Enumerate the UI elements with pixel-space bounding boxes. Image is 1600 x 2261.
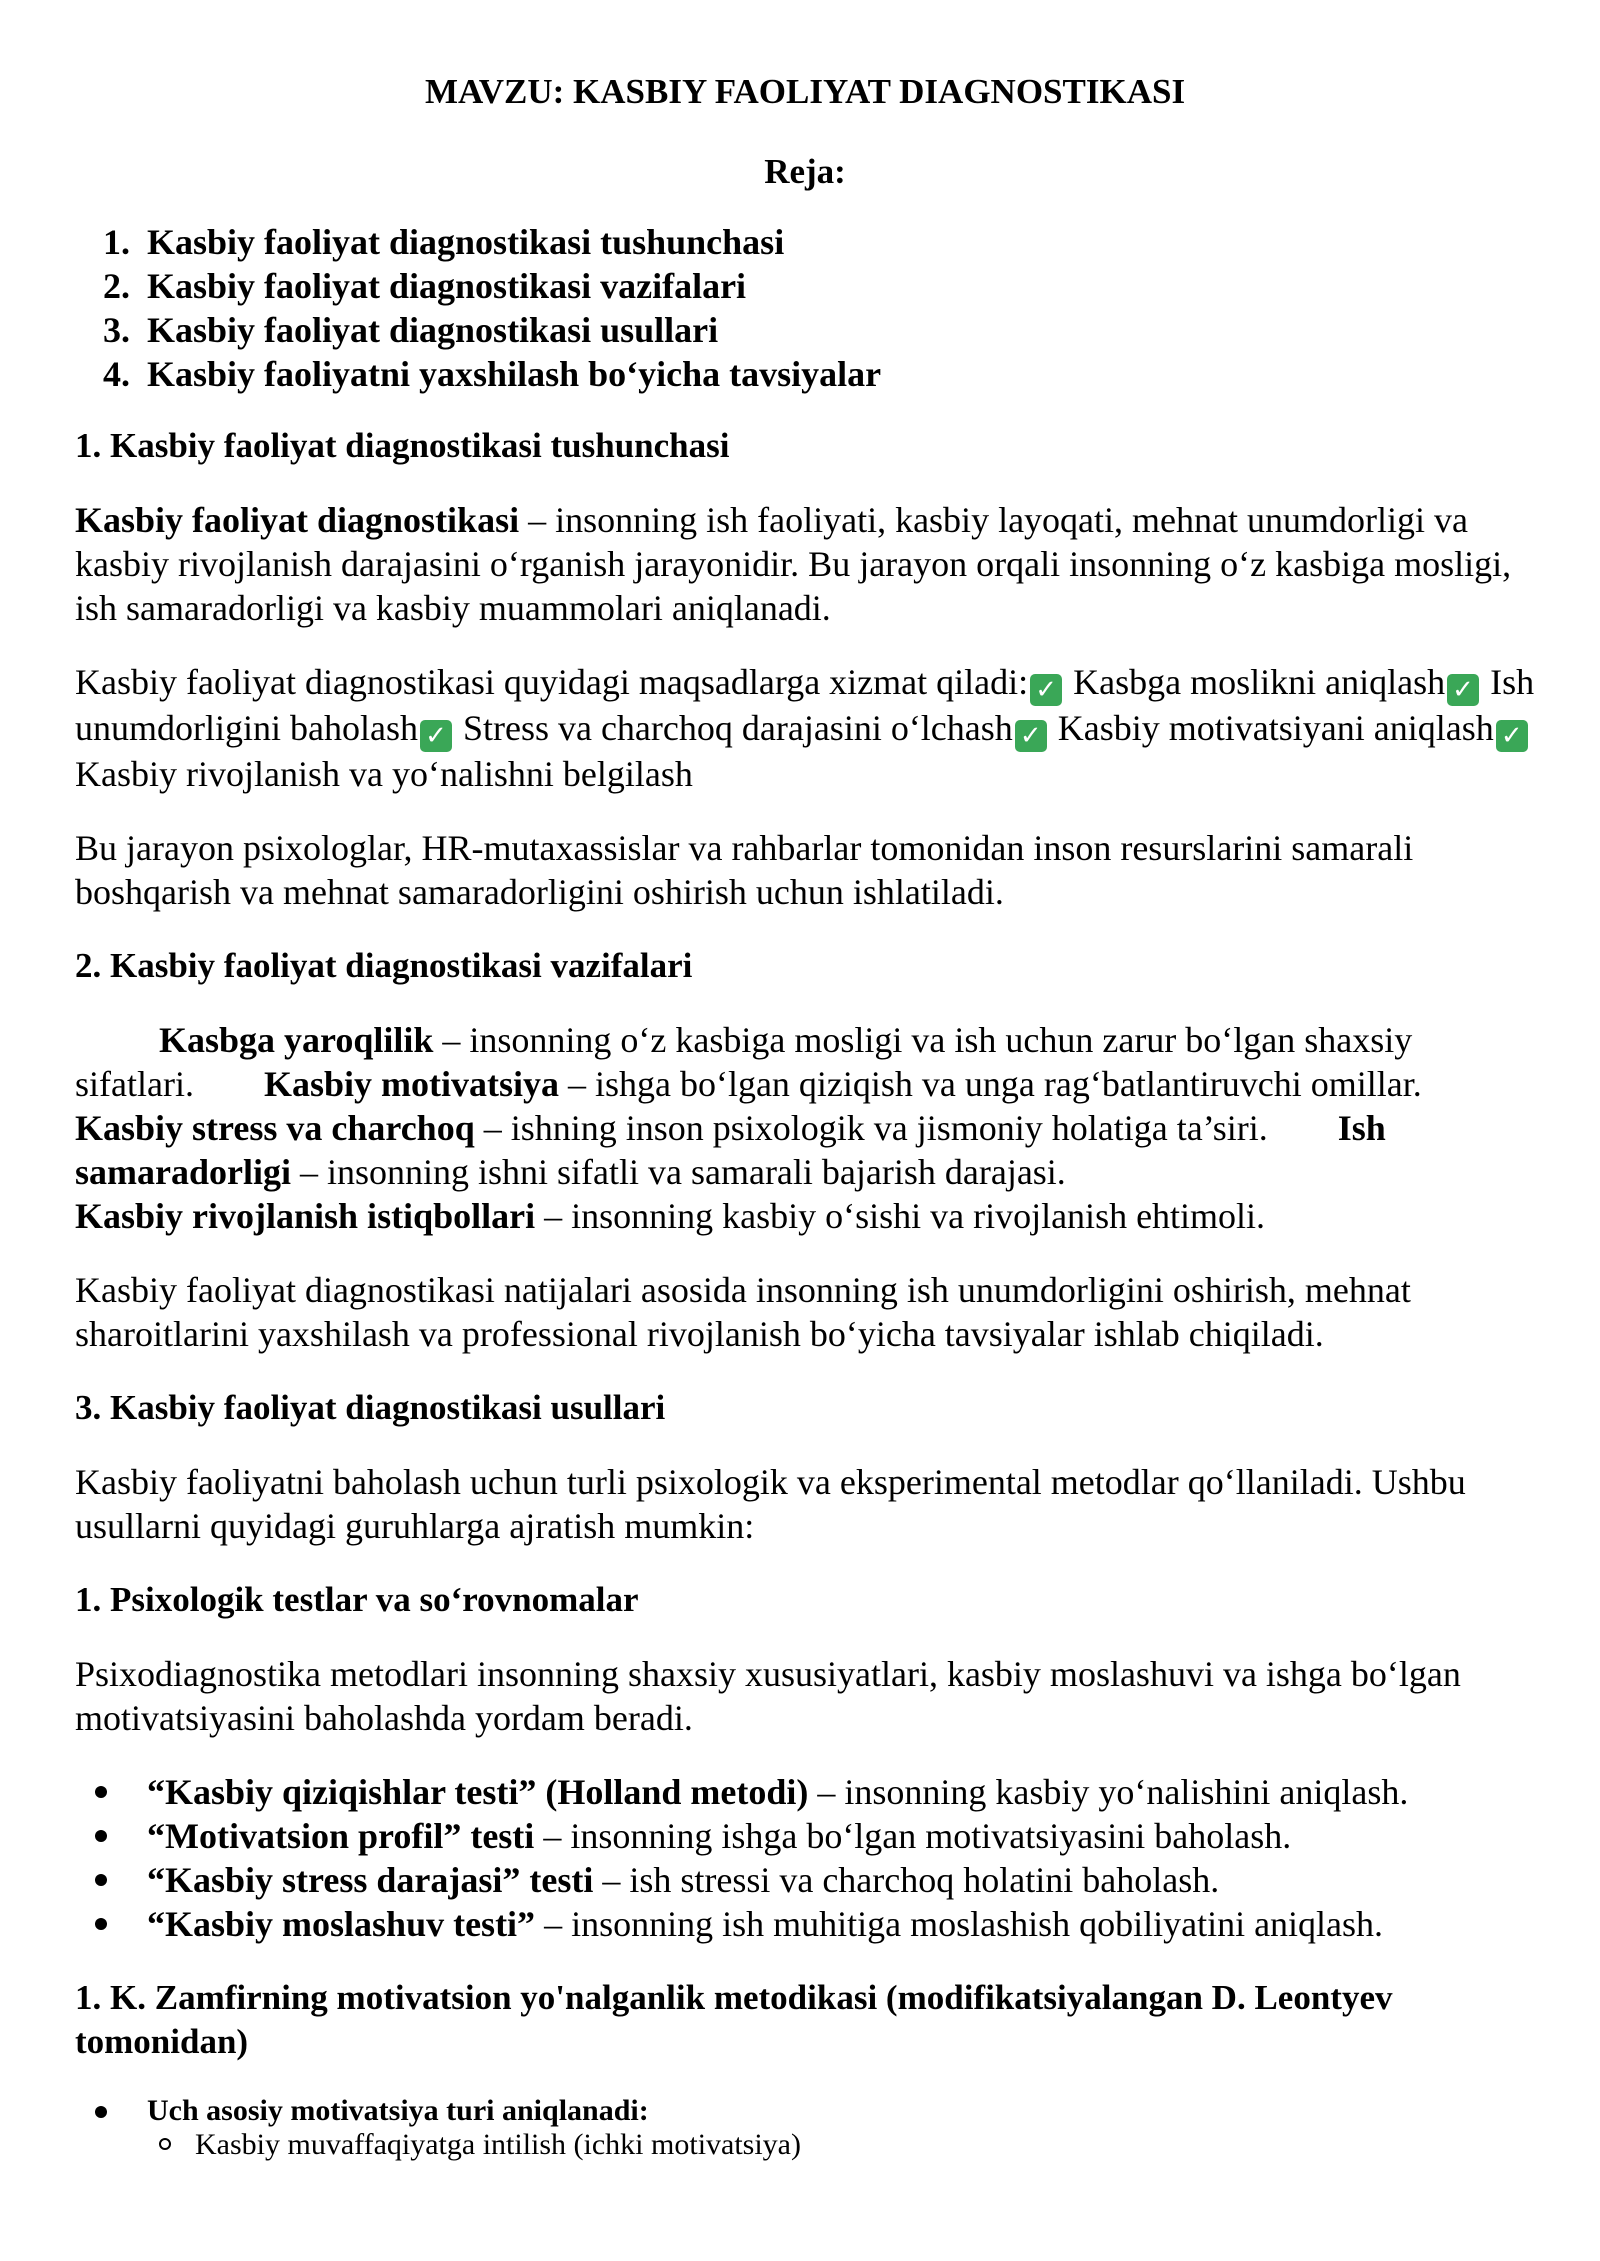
goal-item: Kasbga moslikni aniqlash: [1064, 662, 1446, 702]
goals-intro: Kasbiy faoliyat diagnostikasi quyidagi maqsadlarga xizmat qiladi:: [75, 662, 1029, 702]
method-list: [75, 2094, 1535, 2162]
goal-item: Stress va charchoq darajasini o‘lchash: [453, 708, 1013, 748]
method-sublist: [147, 2128, 1535, 2162]
task-term: Kasbiy stress va charchoq: [75, 1108, 475, 1148]
test-item: [139, 1858, 1535, 1902]
section-heading: 2. Kasbiy faoliyat diagnostikasi vazifalari: [75, 946, 693, 985]
section-closing: Kasbiy faoliyat diagnostikasi natijalari asosida insonning ish unumdorligini oshirish, mehnat sharoitlarini yaxshilash va professional rivojlanish bo‘yicha tavsiyalar ishlab chiqiladi.: [75, 1270, 1411, 1354]
test-item: [139, 1770, 1535, 1814]
task-text: – ishning inson psixologik va jismoniy holatiga ta’siri.: [474, 1108, 1268, 1148]
definition-paragraph: [75, 498, 1535, 630]
test-item: [139, 1814, 1535, 1858]
goals-paragraph: [75, 660, 1535, 796]
task-term: Kasbga yaroqlilik: [159, 1020, 434, 1060]
goal-item: Ish unumdorligini baholash: [75, 662, 1535, 748]
task-text: – insonning o‘z kasbiga mosligi va ish uchun zarur bo‘lgan shaxsiy sifatlari.: [75, 1020, 1413, 1104]
method-bullet: [139, 2094, 1535, 2162]
subsection-text: Psixodiagnostika metodlari insonning shaxsiy xususiyatlari, kasbiy moslashuvi va ishga bo‘lgan motivatsiyasini baholashda yordam beradi.: [75, 1654, 1461, 1738]
plan-item: 2. Kasbiy faoliyat diagnostikasi vazifalari: [139, 264, 1535, 308]
check-icon: ✓: [1496, 720, 1528, 752]
test-name: “Kasbiy stress darajasi” testi: [147, 1860, 594, 1900]
task-term: Kasbiy rivojlanish istiqbollari: [75, 1196, 536, 1236]
section-heading: 3. Kasbiy faoliyat diagnostikasi usullari: [75, 1388, 666, 1427]
task-text: – insonning ishni sifatli va samarali bajarish darajasi.: [290, 1152, 1066, 1192]
plan-item: 3. Kasbiy faoliyat diagnostikasi usullari: [139, 308, 1535, 352]
subsection-heading: 1. Psixologik testlar va so‘rovnomalar: [75, 1580, 639, 1619]
test-name: “Kasbiy qiziqishlar testi” (Holland metodi): [147, 1772, 809, 1812]
definition-term: Kasbiy faoliyat diagnostikasi: [75, 500, 520, 540]
methods-intro: Kasbiy faoliyatni baholash uchun turli psixologik va eksperimental metodlar qo‘llaniladi. Ushbu usullarni quyidagi guruhlarga ajratish mumkin:: [75, 1462, 1466, 1546]
task-term: Kasbiy motivatsiya: [263, 1064, 559, 1104]
task-text: – ishga bo‘lgan qiziqish va unga rag‘batlantiruvchi omillar.: [558, 1064, 1422, 1104]
goal-item: Kasbiy rivojlanish va yo‘nalishni belgilash: [75, 754, 693, 794]
task-text: – insonning kasbiy o‘sishi va rivojlanish ehtimoli.: [535, 1196, 1266, 1236]
plan-item: 1. Kasbiy faoliyat diagnostikasi tushunchasi: [139, 220, 1535, 264]
test-desc: – insonning kasbiy yo‘nalishini aniqlash.: [808, 1772, 1409, 1812]
definition-text: – insonning ish faoliyati, kasbiy layoqati, mehnat unumdorligi va kasbiy rivojlanish darajasini o‘rganish jarayonidir. Bu jarayon orqali insonning o‘z kasbiga mosligi, ish samaradorligi va kasbiy muammolari aniqlanadi.: [75, 500, 1512, 628]
task-term: Ish samaradorligi: [75, 1108, 1386, 1192]
tasks-paragraph: [75, 1018, 1535, 1238]
test-desc: – insonning ish muhitiga moslashish qobiliyatini aniqlash.: [535, 1904, 1384, 1944]
test-name: “Motivatsion profil” testi: [147, 1816, 535, 1856]
document-title: MAVZU: KASBIY FAOLIYAT DIAGNOSTIKASI: [424, 72, 1186, 111]
section-heading: 1. Kasbiy faoliyat diagnostikasi tushunchasi: [75, 426, 730, 465]
check-icon: ✓: [1015, 720, 1047, 752]
goal-item: Kasbiy motivatsiyani aniqlash: [1048, 708, 1494, 748]
section-closing: Bu jarayon psixologlar, HR-mutaxassislar va rahbarlar tomonidan inson resurslarini samarali boshqarish va mehnat samaradorligini oshirish uchun ishlatiladi.: [75, 828, 1414, 912]
check-icon: ✓: [420, 720, 452, 752]
tests-list: [75, 1770, 1535, 1946]
test-desc: – insonning ishga bo‘lgan motivatsiyasini baholash.: [534, 1816, 1292, 1856]
test-name: “Kasbiy moslashuv testi”: [147, 1904, 536, 1944]
method-heading: 1. K. Zamfirning motivatsion yo'nalganlik metodikasi (modifikatsiyalangan D. Leontyev tomonidan): [75, 1978, 1393, 2061]
document-page: [75, 70, 1535, 2162]
plan-heading: Reja:: [764, 152, 846, 191]
plan-item: 4. Kasbiy faoliyatni yaxshilash bo‘yicha tavsiyalar: [139, 352, 1535, 396]
check-icon: ✓: [1447, 674, 1479, 706]
check-icon: ✓: [1030, 674, 1062, 706]
test-desc: – ish stressi va charchoq holatini baholash.: [593, 1860, 1220, 1900]
plan-list: [75, 220, 1535, 396]
test-item: [139, 1902, 1535, 1946]
method-subitem: Kasbiy muvaffaqiyatga intilish (ichki motivatsiya): [195, 2128, 1535, 2162]
method-bullet-text: Uch asosiy motivatsiya turi aniqlanadi:: [147, 2094, 649, 2127]
